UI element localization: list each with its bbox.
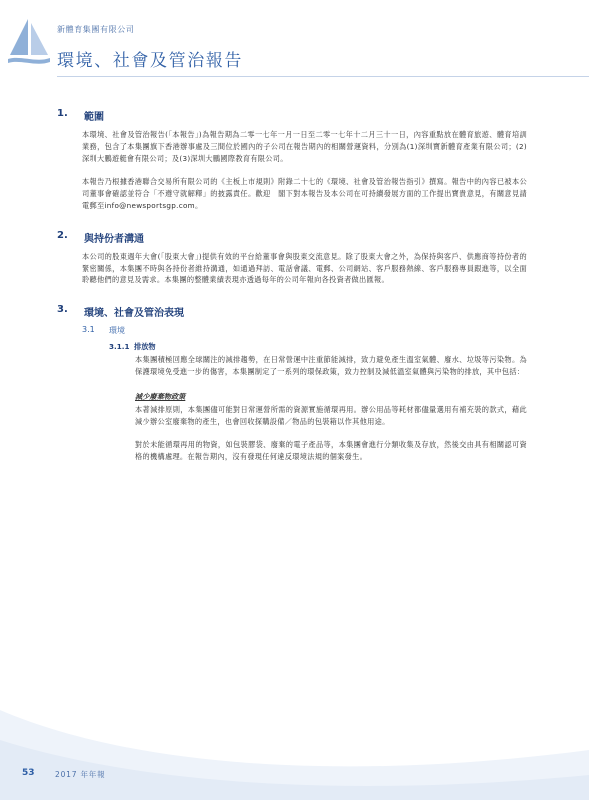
emissions-paragraph: 本集團積極回應全球關注的減排趨勢，在日常營運中注重節能減排，致力避免產生溫室氣體、廢水、垃圾等污染物。為保護環境免受進一步的傷害，本集團制定了一系列的環保政策，致力控制及減低溫室氣體與污染物的排放，其中包括： (135, 355, 527, 376)
bottom-wave-decoration (0, 680, 589, 800)
subsection-3-1-1-number: 3.1.1 (109, 342, 130, 352)
subsection-3-1-heading (82, 325, 527, 336)
page-number: 53 (22, 768, 35, 778)
section-1-paragraph-1: 本環境、社會及管治報告(「本報告」)為報告期為二零一七年一月一日至二零一七年十二月三十一日，內容重點放在體育旅遊、體育培訓業務，包含了本集團旗下香港辦事處及三間位於國內的子公司在報告期內的相關營運資料，分別為(1)深圳寶新體育產業有限公司；(2)深圳大鵬遊艇會有限公司；及(3)深圳大鵬國際教育有限公司。 (82, 130, 527, 163)
section-1-title: 範圍 (84, 112, 104, 123)
title-divider (57, 76, 589, 77)
section-1-number: 1. (57, 108, 68, 119)
waste-reduction-policy-heading: 減少廢棄物政策 (135, 391, 186, 401)
company-name: 新體育集團有限公司 (57, 25, 135, 34)
section-3-heading (57, 304, 527, 319)
section-2-number: 2. (57, 229, 68, 241)
footer-report-label: 2017 年年報 (55, 770, 106, 779)
section-2-title: 與持份者溝通 (84, 233, 144, 245)
subsection-3-1-number: 3.1 (82, 325, 95, 335)
section-3-number: 3. (57, 304, 68, 316)
section-1-paragraph-2: 本報告乃根據香港聯合交易所有限公司的《主板上市規則》附錄二十七的《環境、社會及管治報告指引》撰寫。報告中的內容已被本公司董事會確認並符合「不遵守就解釋」的披露責任。歡迎 閣下對本報告及本公司在可持續發展方面的工作提出寶貴意見，有關意見請電郵至info@newsportsgp.com。 (82, 177, 527, 210)
report-title: 環境、社會及管治報告 (57, 51, 243, 71)
subsection-3-1-1-title: 排放物 (134, 342, 156, 352)
waste-reduction-paragraph-1: 本著減排原則，本集團儘可能對日常運營所需的資源實施循環再用。辦公用品等耗材都儘量選用有補充裝的款式，藉此減少辦公室廢棄物的產生，也會回收探購設備／物品的包裝箱以作其他用途。 (135, 404, 527, 426)
waste-reduction-paragraph-2: 對於未能循環再用的物資，如包裝膠袋、廢棄的電子產品等，本集團會進行分類收集及存放，然後交由具有相關認可資格的機構處理。在報告期內，沒有發現任何違反環境法規的個案發生。 (135, 440, 527, 462)
subsection-3-1-title: 環境 (109, 326, 125, 336)
section-3-title: 環境、社會及管治表現 (84, 308, 184, 320)
section-2-paragraph-1: 本公司的股東週年大會(「股東大會」)提供有效的平台給董事會與股東交流意見。除了股東大會之外，為保持與客戶、供應商等持份者的緊密關係，本集團不時與各持份者維持溝通，如通過拜訪、電話會議、電郵、公司網站、客戶服務熱線、客戶服務專員跟進等，以全面聆聽他們的意見及需求。本集團的整體業績表現亦透過每年的公司年報向各投資者做出匯報。 (82, 251, 527, 285)
main-content (57, 108, 527, 463)
section-2-heading (57, 230, 527, 245)
subsection-3-1-1-heading (109, 342, 527, 352)
section-1-heading (57, 108, 527, 123)
sailboat-logo-icon (6, 15, 52, 69)
